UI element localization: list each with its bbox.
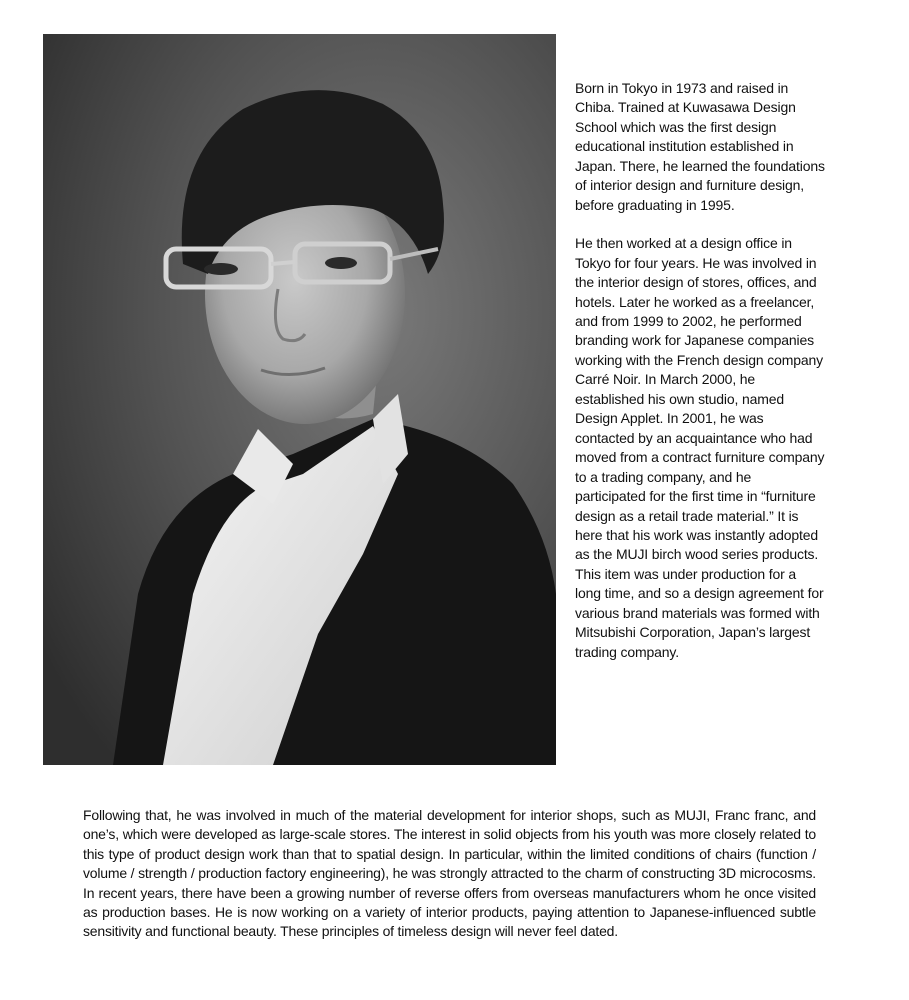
bio-paragraph-2: He then worked at a design office in Tokyo for four years. He was involved in the interior design of stores, offices, and hotels. Later he worked as a freelancer, and from 1999 to 2002, he performed branding work for Japanese companies working with the French design company Carré Noir. In March 2000, he established his own studio, named Design Applet. In 2001, he was contacted by an acquaintance who had moved from a contract furniture company to a trading company, and he participated for the first time in “furniture design as a retail trade material.” It is here that his work was instantly adopted as the MUJI birch wood series products. This item was under production for a long time, and so a design agreement for various brand materials was formed with Mitsubishi Corporation, Japan’s largest trading company. (575, 235, 825, 660)
bio-side-column (575, 79, 825, 662)
portrait-photo (43, 34, 556, 765)
bio-paragraph-1: Born in Tokyo in 1973 and raised in Chiba. Trained at Kuwasawa Design School which was the first design educational institution established in Japan. There, he learned the foundations of interior design and furniture design, before graduating in 1995. (575, 80, 825, 213)
bio-paragraph-3: Following that, he was involved in much of the material development for interior shops, such as MUJI, Franc franc, and one’s, which were developed as large-scale stores. The interest in solid objects from his youth was more closely related to this type of product design work than that to spatial design. In particular, within the limited conditions of chairs (function / volume / strength / production factory engineering), he was strongly attracted to the charm of constructing 3D microcosms. In recent years, there have been a growing number of reverse offers from overseas manufacturers whom he once visited as production bases. He is now working on a variety of interior products, paying attention to Japanese-influenced subtle sensitivity and functional beauty. These principles of timeless design will never feel dated. (83, 807, 816, 940)
